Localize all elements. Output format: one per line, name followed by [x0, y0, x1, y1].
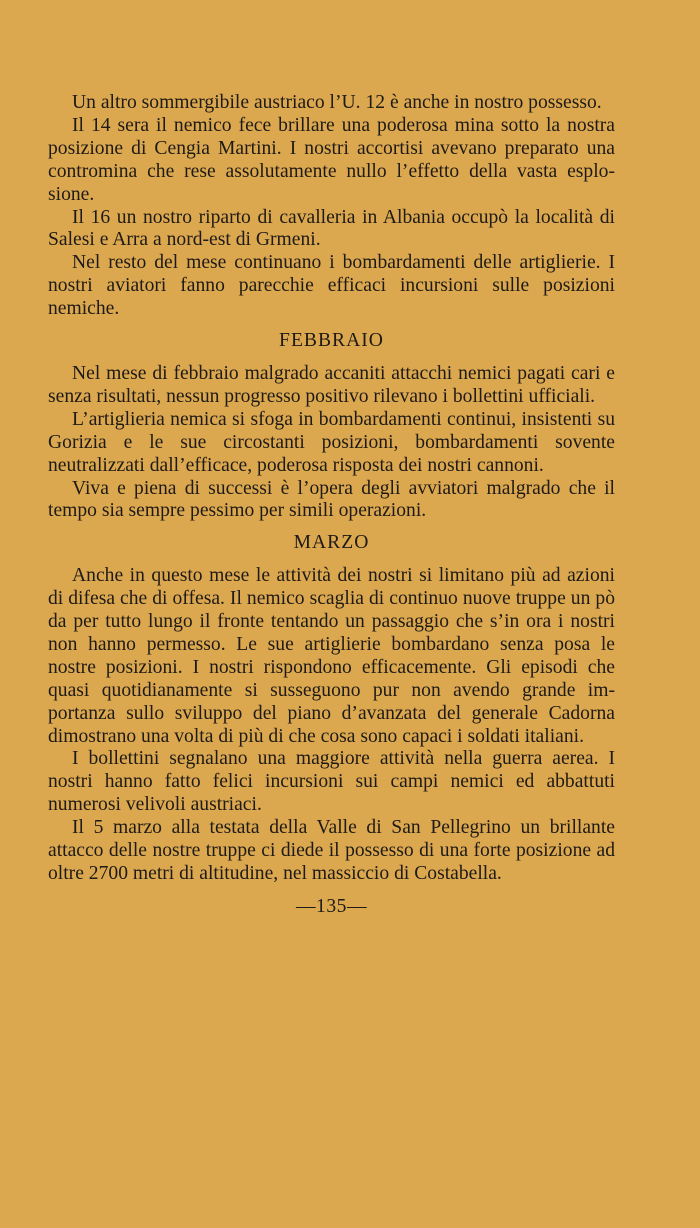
paragraph: I bollettini segnalano una maggiore attività nella guerra aerea. I nostri hanno fatto felici incursioni sui campi nemici ed abbattuti numerosi velivoli austriaci. [48, 748, 615, 816]
section-heading-marzo: MARZO [293, 532, 370, 554]
paragraph: Anche in questo mese le attività dei nostri si limitano più ad azioni di difesa che di offesa. Il nemico scaglia di continuo nuove truppe un pò da per tutto lungo il fronte tentando un passaggio che s’in ora i nostri non hanno permesso. Le sue artiglierie bombardano senza posa le nostre posizioni. I nostri rispondono efficacemente. Gli episodi che quasi quotidianamente si susseguono pur non avendo grande importanza sullo sviluppo del piano d’avanzata del generale Cadorna dimostrano una volta di più di che cosa sono capaci i soldati italiani. [48, 565, 615, 747]
paragraph: Il 5 marzo alla testata della Valle di San Pellegrino un brillante attacco delle nostre truppe ci diede il possesso di una forte posizione ad oltre 2700 metri di altitudine, nel massiccio di Costabella. [48, 817, 615, 884]
page-body [48, 92, 615, 919]
section-heading-febbraio: FEBBRAIO [279, 330, 384, 352]
paragraph: Il 16 un nostro riparto di cavalleria in Albania occupò la località di Salesi e Arra a nord-est di Grmeni. [48, 206, 615, 251]
paragraph: Il 14 sera il nemico fece brillare una poderosa mina sotto la nostra posizione di Cengia Martini. I nostri accortisi avevano preparato una contromina che rese assolutamente nullo l’effetto della vasta esplosione. [48, 114, 615, 205]
page-number: —135— [295, 895, 368, 917]
paragraph: Viva e piena di successi è l’opera degli avviatori malgrado che il tempo sia sempre pessimo per simili operazioni. [48, 477, 615, 522]
paragraph: Un altro sommergibile austriaco l’U. 12 è anche in nostro possesso. [72, 92, 602, 113]
paragraph: Nel resto del mese continuano i bombardamenti delle artiglierie. I nostri aviatori fanno parecchie efficaci incursioni sulle posizioni nemiche. [48, 252, 615, 320]
paragraph: L’artiglieria nemica si sfoga in bombardamenti continui, insistenti su Gorizia e le sue circostanti posizioni, bombardamenti sovente neutralizzati dall’efficace, poderosa risposta dei nostri cannoni. [48, 408, 615, 476]
paragraph: Nel mese di febbraio malgrado accaniti attacchi nemici pagati cari e senza risultati, nessun progresso positivo rilevano i bollettini ufficiali. [48, 362, 615, 407]
